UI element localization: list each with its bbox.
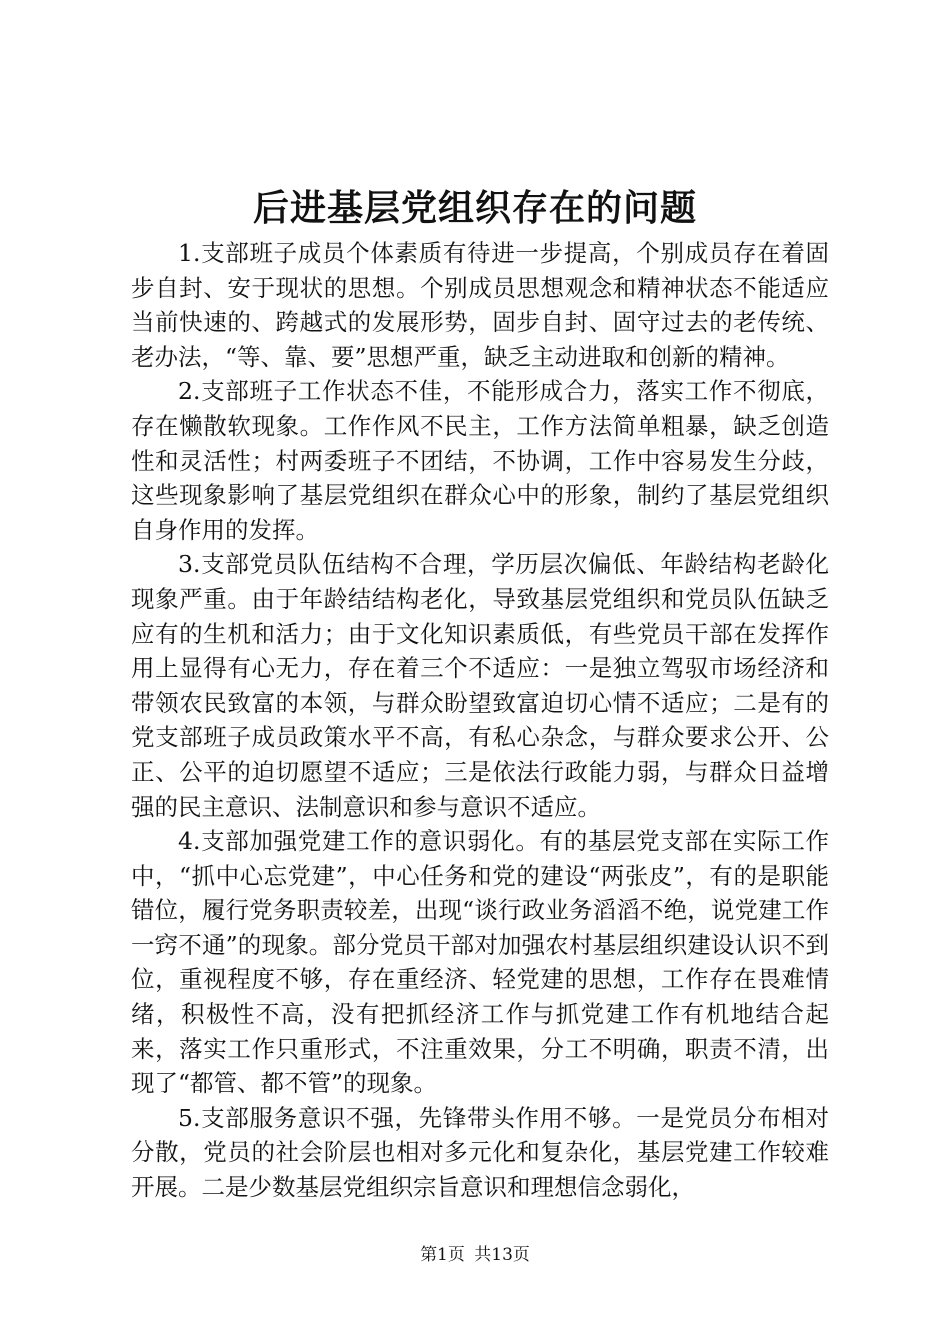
document-body: [131, 236, 829, 1205]
document-title: 后进基层党组织存在的问题: [252, 187, 697, 229]
paragraph-4: 4.支部加强党建工作的意识弱化。有的基层党支部在实际工作中，“抓中心忘党建”，中心任务和党的建设“两张皮”，有的是职能错位，履行党务职责较差，出现“谈行政业务滔滔不绝，说党建工作一窍不通”的现象。部分党员干部对加强农村基层组织建设认识不到位，重视程度不够，存在重经济、轻党建的思想，工作存在畏难情绪，积极性不高，没有把抓经济工作与抓党建工作有机地结合起来，落实工作只重形式，不注重效果，分工不明确，职责不清，出现了“都管、都不管”的现象。: [131, 827, 829, 1098]
paragraph-2: 2.支部班子工作状态不佳，不能形成合力，落实工作不彻底，存在懒散软现象。工作作风不民主，工作方法简单粗暴，缺乏创造性和灵活性；村两委班子不团结，不协调，工作中容易发生分歧，这些现象影响了基层党组织在群众心中的形象，制约了基层党组织自身作用的发挥。: [131, 377, 829, 544]
paragraph-1: 1.支部班子成员个体素质有待进一步提高，个别成员存在着固步自封、安于现状的思想。个别成员思想观念和精神状态不能适应当前快速的、跨越式的发展形势，固步自封、固守过去的老传统、老办法，“等、靠、要”思想严重，缺乏主动进取和创新的精神。: [131, 239, 829, 371]
page-number-footer: 第1页 共13页: [420, 1245, 530, 1265]
paragraph-3: 3.支部党员队伍结构不合理，学历层次偏低、年龄结构老龄化现象严重。由于年龄结结构老化，导致基层党组织和党员队伍缺乏应有的生机和活力；由于文化知识素质低，有些党员干部在发挥作用上显得有心无力，存在着三个不适应：一是独立驾驭市场经济和带领农民致富的本领，与群众盼望致富迫切心情不适应；二是有的党支部班子成员政策水平不高，有私心杂念，与群众要求公开、公正、公平的迫切愿望不适应；三是依法行政能力弱，与群众日益增强的民主意识、法制意识和参与意识不适应。: [131, 550, 829, 821]
paragraph-5: 5.支部服务意识不强，先锋带头作用不够。一是党员分布相对分散，党员的社会阶层也相对多元化和复杂化，基层党建工作较难开展。二是少数基层党组织宗旨意识和理想信念弱化，: [131, 1103, 829, 1202]
